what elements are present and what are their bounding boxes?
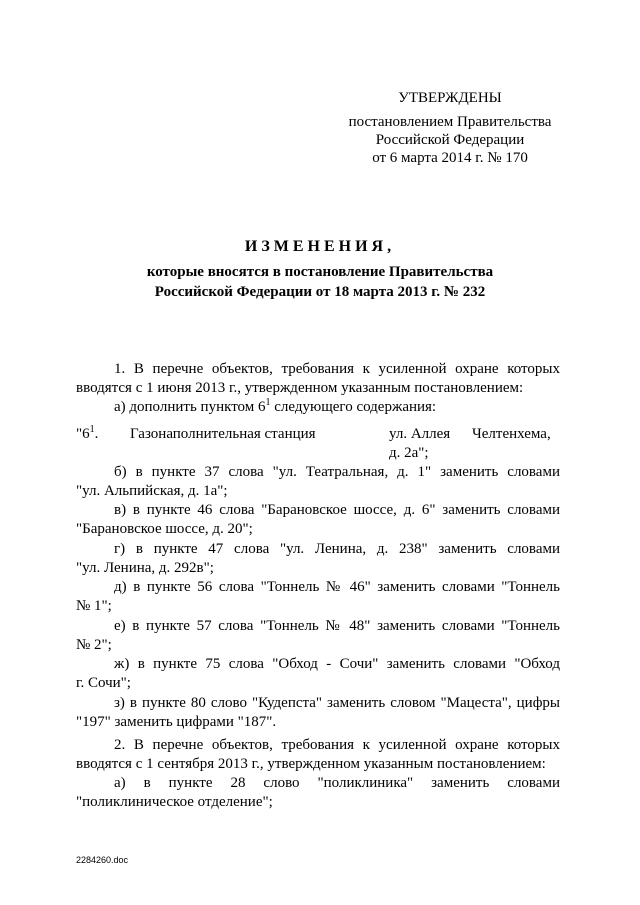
approval-title: УТВЕРЖДЕНЫ [398,90,502,106]
approval-line-3: Российской Федерации [375,132,525,148]
item-g-line-1: г) в пункте 47 слова "ул. Ленина, д. 238" заменить словами [114,541,560,557]
approval-line-2: постановлением Правительства [348,114,552,130]
document-subtitle-line-2: Российской Федерации от 18 марта 2013 г. № 232 [154,284,486,300]
paragraph-2-line-1: 2. В перечне объектов, требования к усиленной охране которых [114,737,560,753]
paragraph-1-line-2: вводятся с 1 июня 2013 г., утвержденном указанным постановлением: [76,380,524,396]
item-6-1-number: "$6^1$. [76,424,99,442]
item-v-line-2: "Барановское шоссе, д. 20"; [76,521,253,537]
item-z-line-2: "197" заменить цифрами "187". [76,714,277,730]
item-a-text-pre: а) дополнить пунктом 6 [114,399,266,415]
item-6-1-house: д. 2а"; [389,445,429,461]
item-e-line-2: № 2"; [76,637,112,653]
item-d-line-2: № 1"; [76,598,112,614]
item-6-1-street: ул. Аллея [389,426,451,442]
item-a-superscript: 1 [265,397,271,408]
paragraph-2-line-2: вводятся с 1 сентября 2013 г., утвержденном указанным постановлением: [76,756,546,772]
item-b-line-2: "ул. Альпийская, д. 1а"; [76,483,228,499]
document-title: ИЗМЕНЕНИЯ, [244,238,396,255]
item-d-line-1: д) в пункте 56 слова "Тоннель № 46" заменить словами "Тоннель [114,579,560,595]
paragraph-1-line-1: 1. В перечне объектов, требования к усиленной охране которых [114,361,560,377]
paragraph-2-item-a-line-2: "поликлиническое отделение"; [76,794,273,810]
item-zh-line-2: г. Сочи"; [76,675,131,691]
item-a-text-post: следующего содержания: [270,399,437,415]
item-v-line-1: в) в пункте 46 слова "Барановское шоссе, д. 6" заменить словами [114,502,560,518]
item-g-line-2: "ул. Ленина, д. 292в"; [76,560,214,576]
document-file-name: 2284260.doc [76,855,129,865]
approval-line-4: от 6 марта 2014 г. № 170 [372,150,528,166]
item-6-1-name: Газонаполнительная станция [130,426,316,442]
item-e-line-1: е) в пункте 57 слова "Тоннель № 48" заменить словами "Тоннель [114,618,560,634]
document-subtitle-line-1: которые вносятся в постановление Правительства [146,264,494,280]
paragraph-2-item-a-line-1: а) в пункте 28 слово "поликлиника" заменить словами [114,775,560,791]
item-b-line-1: б) в пункте 37 слова "ул. Театральная, д. 1" заменить словами [114,464,560,480]
item-zh-line-1: ж) в пункте 75 слова "Обход - Сочи" заменить словами "Обход [114,656,560,672]
item-z-line-1: з) в пункте 80 слово "Кудепста" заменить словом "Мацеста", цифры [114,695,560,711]
item-a [76,398,560,417]
item-6-1-street-2: Челтенхема, [472,426,551,442]
